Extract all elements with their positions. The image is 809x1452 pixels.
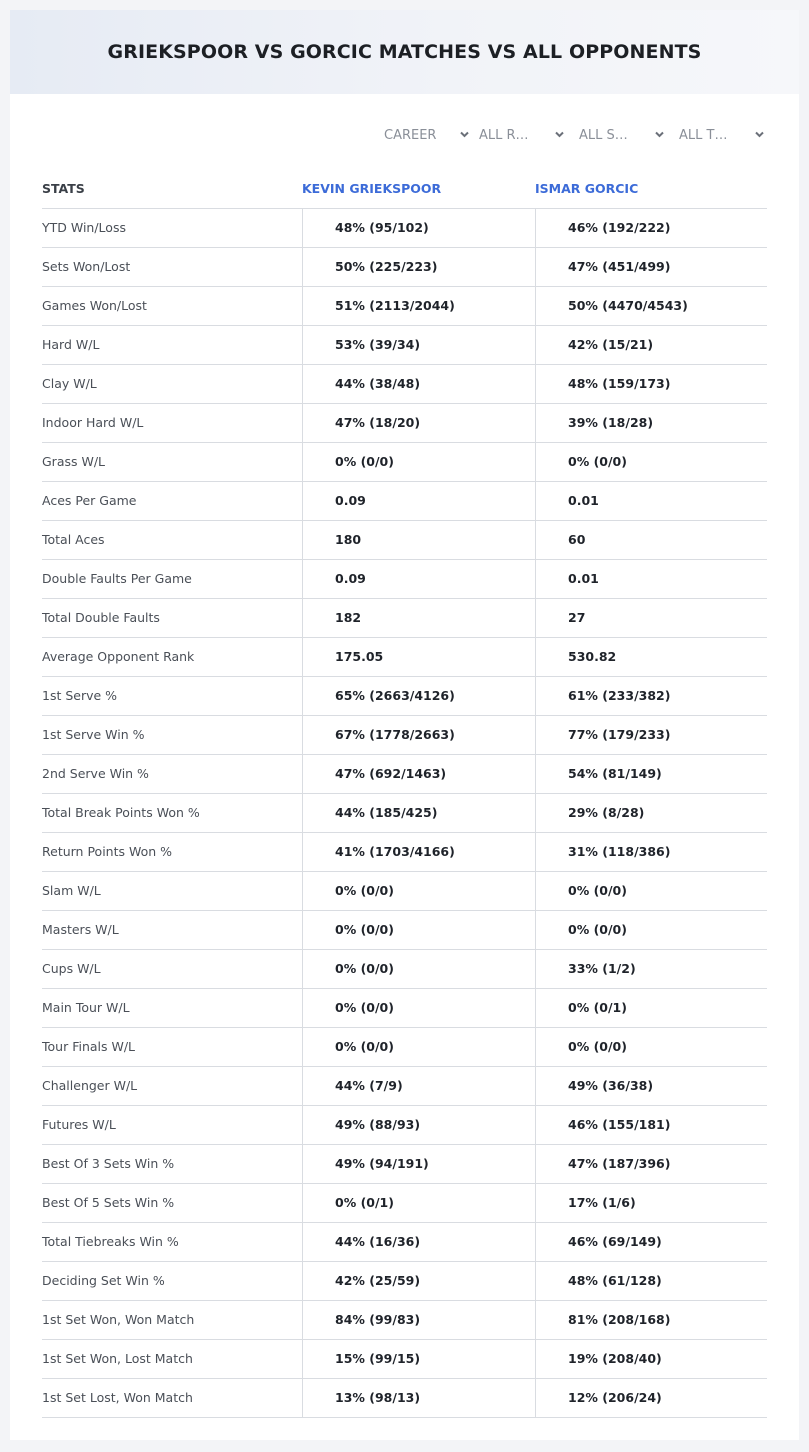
stat-label: Total Double Faults bbox=[42, 610, 160, 625]
stat-label: 1st Serve Win % bbox=[42, 727, 145, 742]
table-row bbox=[42, 443, 767, 482]
player1-value: 0% (0/0) bbox=[302, 989, 535, 1027]
player2-value: 61% (233/382) bbox=[535, 677, 767, 715]
player2-value: 81% (208/168) bbox=[535, 1301, 767, 1339]
stat-label: Total Tiebreaks Win % bbox=[42, 1234, 179, 1249]
table-row bbox=[42, 326, 767, 365]
stat-label: Main Tour W/L bbox=[42, 1000, 130, 1015]
table-row bbox=[42, 365, 767, 404]
player2-value: 0% (0/0) bbox=[535, 1028, 767, 1066]
player2-value: 530.82 bbox=[535, 638, 767, 676]
player1-value: 13% (98/13) bbox=[302, 1379, 535, 1417]
player1-value: 65% (2663/4126) bbox=[302, 677, 535, 715]
stat-label: Tour Finals W/L bbox=[42, 1039, 136, 1054]
player2-value: 48% (61/128) bbox=[535, 1262, 767, 1300]
table-row bbox=[42, 1184, 767, 1223]
player2-value: 17% (1/6) bbox=[535, 1184, 767, 1222]
player2-value: 77% (179/233) bbox=[535, 716, 767, 754]
player1-value: 48% (95/102) bbox=[302, 209, 535, 247]
player2-value: 0.01 bbox=[535, 560, 767, 598]
filter-surface-label: ALL S… bbox=[579, 128, 628, 143]
player1-value: 44% (7/9) bbox=[302, 1067, 535, 1105]
player2-value: 29% (8/28) bbox=[535, 794, 767, 832]
table-row bbox=[42, 950, 767, 989]
player2-value: 0% (0/0) bbox=[535, 911, 767, 949]
stat-label: 1st Set Won, Won Match bbox=[42, 1312, 195, 1327]
stat-label: Games Won/Lost bbox=[42, 298, 147, 313]
table-row bbox=[42, 404, 767, 443]
filter-period-label: CAREER bbox=[384, 128, 437, 143]
player2-value: 39% (18/28) bbox=[535, 404, 767, 442]
player1-value: 0% (0/0) bbox=[302, 1028, 535, 1066]
player1-value: 0% (0/0) bbox=[302, 911, 535, 949]
table-row bbox=[42, 872, 767, 911]
player1-value: 0% (0/0) bbox=[302, 443, 535, 481]
player2-value: 0% (0/1) bbox=[535, 989, 767, 1027]
player2-value: 0.01 bbox=[535, 482, 767, 520]
player1-value: 44% (185/425) bbox=[302, 794, 535, 832]
chevron-down-icon bbox=[555, 131, 563, 139]
player2-value: 42% (15/21) bbox=[535, 326, 767, 364]
stat-label: Grass W/L bbox=[42, 454, 106, 469]
table-row bbox=[42, 1340, 767, 1379]
player1-value: 42% (25/59) bbox=[302, 1262, 535, 1300]
table-row bbox=[42, 794, 767, 833]
player1-value: 44% (38/48) bbox=[302, 365, 535, 403]
stat-label: Slam W/L bbox=[42, 883, 101, 898]
player1-value: 44% (16/36) bbox=[302, 1223, 535, 1261]
filter-tournament-dropdown[interactable] bbox=[679, 126, 769, 148]
stat-label: Sets Won/Lost bbox=[42, 259, 131, 274]
table-row bbox=[42, 287, 767, 326]
table-row bbox=[42, 1106, 767, 1145]
stat-label: Clay W/L bbox=[42, 376, 97, 391]
table-header bbox=[42, 170, 767, 209]
table-row bbox=[42, 209, 767, 248]
player2-link[interactable]: ISMAR GORCIC bbox=[535, 181, 639, 196]
player1-value: 0% (0/1) bbox=[302, 1184, 535, 1222]
stat-label: Indoor Hard W/L bbox=[42, 415, 144, 430]
table-row bbox=[42, 521, 767, 560]
table-row bbox=[42, 677, 767, 716]
stat-label: 1st Serve % bbox=[42, 688, 118, 703]
player1-value: 51% (2113/2044) bbox=[302, 287, 535, 325]
chevron-down-icon bbox=[655, 131, 663, 139]
player1-value: 15% (99/15) bbox=[302, 1340, 535, 1378]
filter-bar bbox=[10, 126, 799, 148]
player2-value: 27 bbox=[535, 599, 767, 637]
player2-value: 46% (155/181) bbox=[535, 1106, 767, 1144]
chevron-down-icon bbox=[755, 131, 763, 139]
table-row bbox=[42, 989, 767, 1028]
player1-value: 53% (39/34) bbox=[302, 326, 535, 364]
player2-value: 12% (206/24) bbox=[535, 1379, 767, 1417]
table-row bbox=[42, 1223, 767, 1262]
player2-value: 54% (81/149) bbox=[535, 755, 767, 793]
stats-column-header: STATS bbox=[42, 181, 85, 196]
player2-value: 47% (187/396) bbox=[535, 1145, 767, 1183]
stat-label: YTD Win/Loss bbox=[42, 220, 126, 235]
player1-link[interactable]: KEVIN GRIEKSPOOR bbox=[302, 181, 442, 196]
stat-label: Deciding Set Win % bbox=[42, 1273, 165, 1288]
player2-value: 31% (118/386) bbox=[535, 833, 767, 871]
stat-label: Double Faults Per Game bbox=[42, 571, 192, 586]
stat-label: 2nd Serve Win % bbox=[42, 766, 149, 781]
stat-label: Return Points Won % bbox=[42, 844, 173, 859]
chevron-down-icon bbox=[460, 131, 468, 139]
player2-value: 46% (69/149) bbox=[535, 1223, 767, 1261]
table-row bbox=[42, 248, 767, 287]
player1-value: 47% (692/1463) bbox=[302, 755, 535, 793]
player1-value: 182 bbox=[302, 599, 535, 637]
player2-value: 48% (159/173) bbox=[535, 365, 767, 403]
player2-value: 50% (4470/4543) bbox=[535, 287, 767, 325]
player1-value: 41% (1703/4166) bbox=[302, 833, 535, 871]
stat-label: Challenger W/L bbox=[42, 1078, 138, 1093]
player2-value: 47% (451/499) bbox=[535, 248, 767, 286]
table-row bbox=[42, 911, 767, 950]
player2-value: 0% (0/0) bbox=[535, 872, 767, 910]
player1-value: 0.09 bbox=[302, 560, 535, 598]
stat-label: Masters W/L bbox=[42, 922, 119, 937]
player2-value: 46% (192/222) bbox=[535, 209, 767, 247]
stat-label: Total Break Points Won % bbox=[42, 805, 200, 820]
stats-table-body bbox=[42, 209, 767, 1418]
stat-label: Total Aces bbox=[42, 532, 105, 547]
filter-round-label: ALL R… bbox=[479, 128, 529, 143]
table-row bbox=[42, 1301, 767, 1340]
player1-value: 0.09 bbox=[302, 482, 535, 520]
filter-surface-dropdown[interactable] bbox=[579, 126, 669, 148]
player1-value: 84% (99/83) bbox=[302, 1301, 535, 1339]
player1-value: 180 bbox=[302, 521, 535, 559]
player1-value: 49% (88/93) bbox=[302, 1106, 535, 1144]
player1-value: 50% (225/223) bbox=[302, 248, 535, 286]
stat-label: Hard W/L bbox=[42, 337, 100, 352]
player2-value: 19% (208/40) bbox=[535, 1340, 767, 1378]
table-row bbox=[42, 560, 767, 599]
player2-value: 49% (36/38) bbox=[535, 1067, 767, 1105]
player1-value: 47% (18/20) bbox=[302, 404, 535, 442]
filter-period-dropdown[interactable] bbox=[384, 126, 474, 148]
page-title: GRIEKSPOOR VS GORCIC MATCHES VS ALL OPPONENTS bbox=[107, 41, 702, 63]
table-row bbox=[42, 833, 767, 872]
stat-label: Cups W/L bbox=[42, 961, 101, 976]
stat-label: Best Of 3 Sets Win % bbox=[42, 1156, 175, 1171]
player2-value: 60 bbox=[535, 521, 767, 559]
player2-value: 33% (1/2) bbox=[535, 950, 767, 988]
player2-value: 0% (0/0) bbox=[535, 443, 767, 481]
player1-value: 175.05 bbox=[302, 638, 535, 676]
table-row bbox=[42, 1028, 767, 1067]
table-row bbox=[42, 1067, 767, 1106]
stats-card bbox=[10, 10, 799, 1440]
table-row bbox=[42, 1379, 767, 1418]
table-row bbox=[42, 716, 767, 755]
player1-value: 0% (0/0) bbox=[302, 950, 535, 988]
table-row bbox=[42, 482, 767, 521]
table-row bbox=[42, 1262, 767, 1301]
player1-value: 0% (0/0) bbox=[302, 872, 535, 910]
stat-label: Futures W/L bbox=[42, 1117, 116, 1132]
stat-label: Best Of 5 Sets Win % bbox=[42, 1195, 175, 1210]
filter-tournament-label: ALL T… bbox=[679, 128, 728, 143]
stat-label: Aces Per Game bbox=[42, 493, 137, 508]
player1-value: 49% (94/191) bbox=[302, 1145, 535, 1183]
table-row bbox=[42, 1145, 767, 1184]
filter-round-dropdown[interactable] bbox=[479, 126, 569, 148]
stat-label: 1st Set Lost, Won Match bbox=[42, 1390, 193, 1405]
table-row bbox=[42, 599, 767, 638]
stat-label: 1st Set Won, Lost Match bbox=[42, 1351, 193, 1366]
player1-value: 67% (1778/2663) bbox=[302, 716, 535, 754]
table-row bbox=[42, 638, 767, 677]
stat-label: Average Opponent Rank bbox=[42, 649, 195, 664]
table-row bbox=[42, 755, 767, 794]
card-header bbox=[10, 10, 799, 94]
